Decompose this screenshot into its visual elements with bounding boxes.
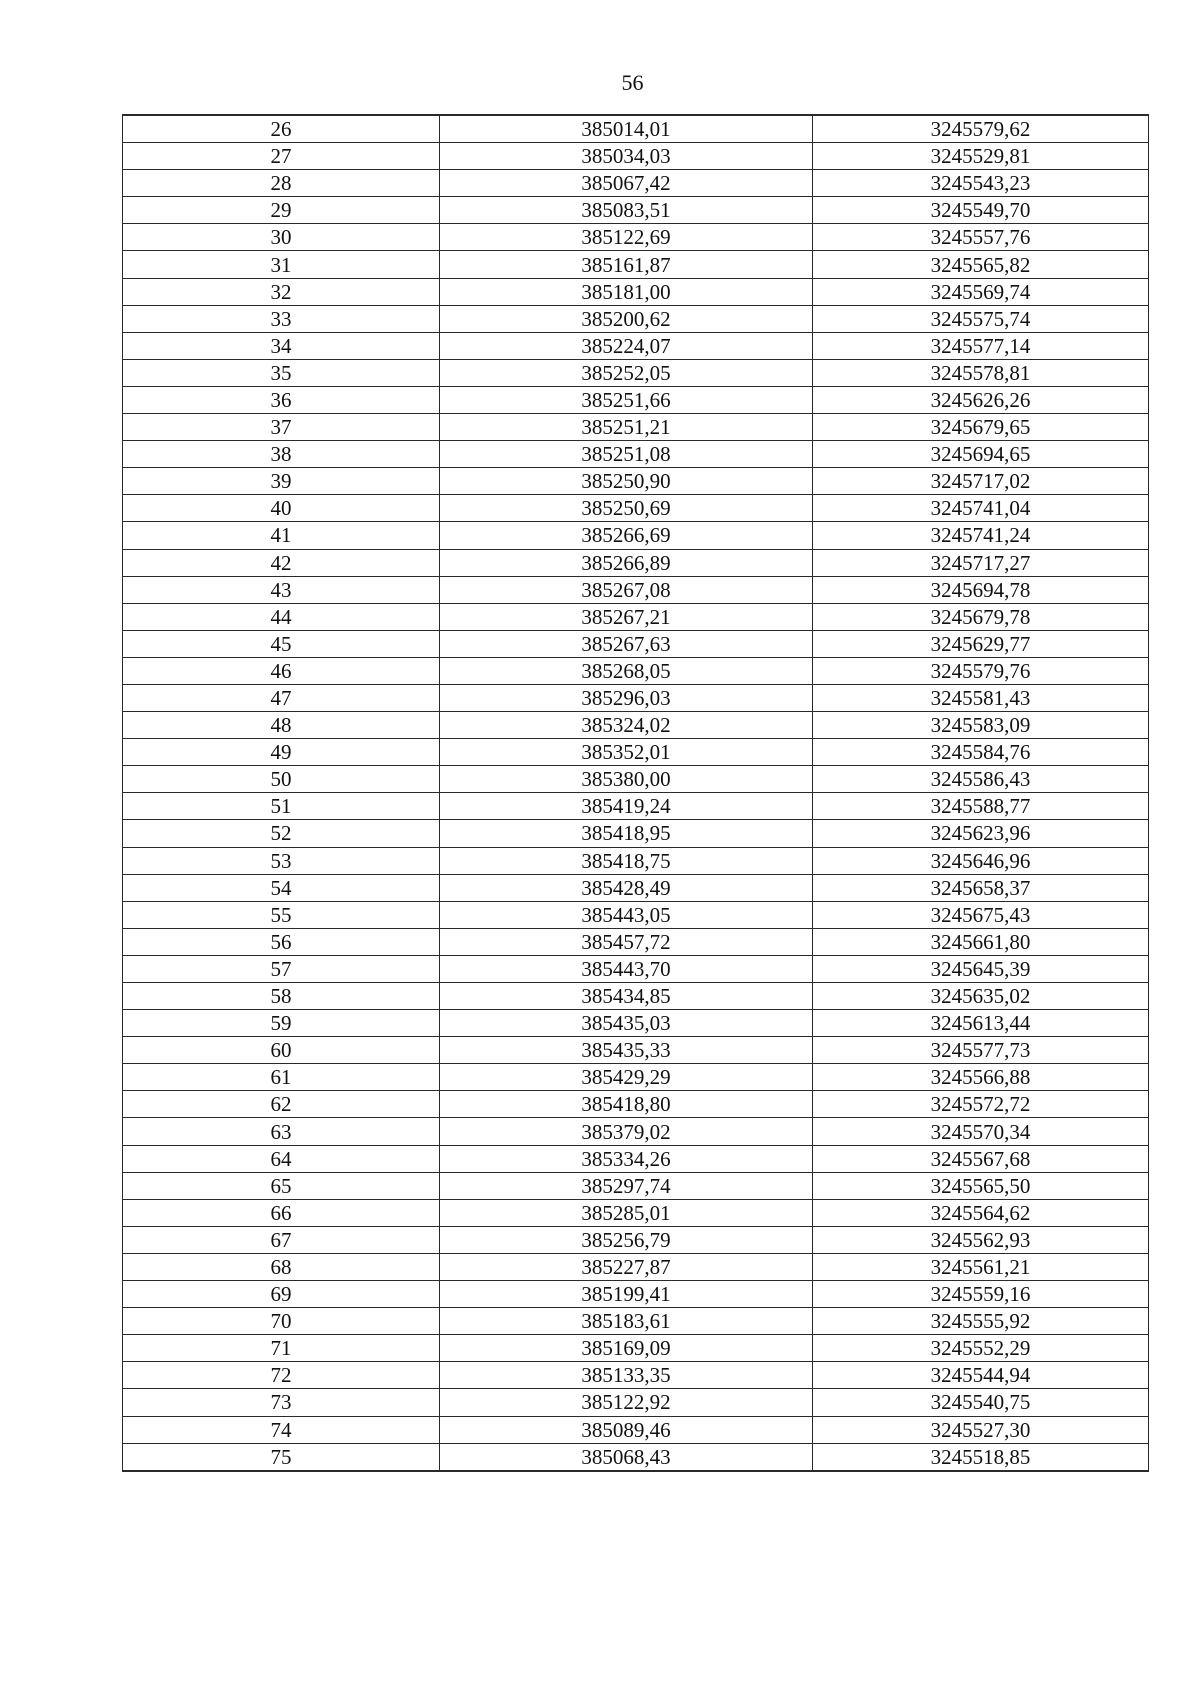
- x-coordinate-cell: 385250,90: [440, 468, 813, 495]
- point-number-cell: 28: [123, 170, 440, 197]
- point-number-cell: 31: [123, 251, 440, 278]
- table-row: [123, 820, 1149, 847]
- y-coordinate-cell: 3245540,75: [813, 1389, 1149, 1416]
- y-coordinate-cell: 3245544,94: [813, 1362, 1149, 1389]
- x-coordinate-cell: 385083,51: [440, 197, 813, 224]
- x-coordinate-cell: 385224,07: [440, 332, 813, 359]
- table-row: [123, 712, 1149, 739]
- y-coordinate-cell: 3245623,96: [813, 820, 1149, 847]
- point-number-cell: 65: [123, 1172, 440, 1199]
- y-coordinate-cell: 3245586,43: [813, 766, 1149, 793]
- point-number-cell: 69: [123, 1281, 440, 1308]
- point-number-cell: 37: [123, 414, 440, 441]
- y-coordinate-cell: 3245675,43: [813, 901, 1149, 928]
- point-number-cell: 62: [123, 1091, 440, 1118]
- y-coordinate-cell: 3245549,70: [813, 197, 1149, 224]
- point-number-cell: 55: [123, 901, 440, 928]
- y-coordinate-cell: 3245679,65: [813, 414, 1149, 441]
- point-number-cell: 50: [123, 766, 440, 793]
- x-coordinate-cell: 385122,69: [440, 224, 813, 251]
- point-number-cell: 33: [123, 305, 440, 332]
- point-number-cell: 48: [123, 712, 440, 739]
- point-number-cell: 59: [123, 1010, 440, 1037]
- x-coordinate-cell: 385418,80: [440, 1091, 813, 1118]
- table-row: [123, 414, 1149, 441]
- x-coordinate-cell: 385268,05: [440, 657, 813, 684]
- table-row: [123, 1091, 1149, 1118]
- table-row: [123, 386, 1149, 413]
- point-number-cell: 29: [123, 197, 440, 224]
- x-coordinate-cell: 385457,72: [440, 928, 813, 955]
- table-row: [123, 1335, 1149, 1362]
- y-coordinate-cell: 3245562,93: [813, 1226, 1149, 1253]
- point-number-cell: 51: [123, 793, 440, 820]
- table-row: [123, 739, 1149, 766]
- table-row: [123, 1253, 1149, 1280]
- table-row: [123, 224, 1149, 251]
- point-number-cell: 63: [123, 1118, 440, 1145]
- table-row: [123, 1416, 1149, 1443]
- y-coordinate-cell: 3245557,76: [813, 224, 1149, 251]
- point-number-cell: 68: [123, 1253, 440, 1280]
- table-row: [123, 603, 1149, 630]
- y-coordinate-cell: 3245583,09: [813, 712, 1149, 739]
- x-coordinate-cell: 385267,21: [440, 603, 813, 630]
- x-coordinate-cell: 385380,00: [440, 766, 813, 793]
- x-coordinate-cell: 385251,66: [440, 386, 813, 413]
- x-coordinate-cell: 385434,85: [440, 983, 813, 1010]
- x-coordinate-cell: 385428,49: [440, 874, 813, 901]
- table-row: [123, 576, 1149, 603]
- y-coordinate-cell: 3245569,74: [813, 278, 1149, 305]
- x-coordinate-cell: 385379,02: [440, 1118, 813, 1145]
- y-coordinate-cell: 3245626,26: [813, 386, 1149, 413]
- y-coordinate-cell: 3245613,44: [813, 1010, 1149, 1037]
- y-coordinate-cell: 3245694,65: [813, 441, 1149, 468]
- table-row: [123, 1362, 1149, 1389]
- table-row: [123, 928, 1149, 955]
- y-coordinate-cell: 3245646,96: [813, 847, 1149, 874]
- x-coordinate-cell: 385227,87: [440, 1253, 813, 1280]
- x-coordinate-cell: 385443,70: [440, 955, 813, 982]
- point-number-cell: 54: [123, 874, 440, 901]
- table-row: [123, 1443, 1149, 1471]
- y-coordinate-cell: 3245581,43: [813, 684, 1149, 711]
- x-coordinate-cell: 385418,95: [440, 820, 813, 847]
- x-coordinate-cell: 385181,00: [440, 278, 813, 305]
- y-coordinate-cell: 3245679,78: [813, 603, 1149, 630]
- x-coordinate-cell: 385435,03: [440, 1010, 813, 1037]
- point-number-cell: 67: [123, 1226, 440, 1253]
- point-number-cell: 49: [123, 739, 440, 766]
- point-number-cell: 35: [123, 359, 440, 386]
- table-row: [123, 170, 1149, 197]
- y-coordinate-cell: 3245584,76: [813, 739, 1149, 766]
- y-coordinate-cell: 3245579,76: [813, 657, 1149, 684]
- point-number-cell: 58: [123, 983, 440, 1010]
- y-coordinate-cell: 3245555,92: [813, 1308, 1149, 1335]
- point-number-cell: 53: [123, 847, 440, 874]
- table-row: [123, 1037, 1149, 1064]
- table-row: [123, 495, 1149, 522]
- y-coordinate-cell: 3245635,02: [813, 983, 1149, 1010]
- point-number-cell: 75: [123, 1443, 440, 1471]
- y-coordinate-cell: 3245661,80: [813, 928, 1149, 955]
- point-number-cell: 44: [123, 603, 440, 630]
- coordinates-table-body: [123, 115, 1149, 1471]
- y-coordinate-cell: 3245717,27: [813, 549, 1149, 576]
- table-row: [123, 793, 1149, 820]
- table-row: [123, 441, 1149, 468]
- table-row: [123, 874, 1149, 901]
- table-row: [123, 468, 1149, 495]
- table-row: [123, 955, 1149, 982]
- x-coordinate-cell: 385297,74: [440, 1172, 813, 1199]
- y-coordinate-cell: 3245552,29: [813, 1335, 1149, 1362]
- y-coordinate-cell: 3245741,04: [813, 495, 1149, 522]
- table-row: [123, 1064, 1149, 1091]
- point-number-cell: 43: [123, 576, 440, 603]
- x-coordinate-cell: 385183,61: [440, 1308, 813, 1335]
- point-number-cell: 73: [123, 1389, 440, 1416]
- point-number-cell: 72: [123, 1362, 440, 1389]
- table-row: [123, 332, 1149, 359]
- y-coordinate-cell: 3245578,81: [813, 359, 1149, 386]
- point-number-cell: 52: [123, 820, 440, 847]
- x-coordinate-cell: 385251,21: [440, 414, 813, 441]
- table-row: [123, 847, 1149, 874]
- table-row: [123, 251, 1149, 278]
- table-row: [123, 1172, 1149, 1199]
- table-row: [123, 143, 1149, 170]
- y-coordinate-cell: 3245645,39: [813, 955, 1149, 982]
- point-number-cell: 41: [123, 522, 440, 549]
- y-coordinate-cell: 3245567,68: [813, 1145, 1149, 1172]
- table-row: [123, 197, 1149, 224]
- point-number-cell: 26: [123, 115, 440, 143]
- x-coordinate-cell: 385267,08: [440, 576, 813, 603]
- x-coordinate-cell: 385296,03: [440, 684, 813, 711]
- x-coordinate-cell: 385169,09: [440, 1335, 813, 1362]
- table-row: [123, 1308, 1149, 1335]
- x-coordinate-cell: 385418,75: [440, 847, 813, 874]
- x-coordinate-cell: 385266,89: [440, 549, 813, 576]
- point-number-cell: 46: [123, 657, 440, 684]
- table-row: [123, 1199, 1149, 1226]
- y-coordinate-cell: 3245566,88: [813, 1064, 1149, 1091]
- point-number-cell: 45: [123, 630, 440, 657]
- point-number-cell: 47: [123, 684, 440, 711]
- table-row: [123, 115, 1149, 143]
- table-row: [123, 278, 1149, 305]
- x-coordinate-cell: 385034,03: [440, 143, 813, 170]
- table-row: [123, 1010, 1149, 1037]
- point-number-cell: 66: [123, 1199, 440, 1226]
- table-row: [123, 305, 1149, 332]
- y-coordinate-cell: 3245588,77: [813, 793, 1149, 820]
- y-coordinate-cell: 3245629,77: [813, 630, 1149, 657]
- point-number-cell: 60: [123, 1037, 440, 1064]
- x-coordinate-cell: 385133,35: [440, 1362, 813, 1389]
- y-coordinate-cell: 3245529,81: [813, 143, 1149, 170]
- x-coordinate-cell: 385285,01: [440, 1199, 813, 1226]
- y-coordinate-cell: 3245717,02: [813, 468, 1149, 495]
- y-coordinate-cell: 3245527,30: [813, 1416, 1149, 1443]
- point-number-cell: 40: [123, 495, 440, 522]
- y-coordinate-cell: 3245579,62: [813, 115, 1149, 143]
- point-number-cell: 42: [123, 549, 440, 576]
- x-coordinate-cell: 385352,01: [440, 739, 813, 766]
- y-coordinate-cell: 3245565,50: [813, 1172, 1149, 1199]
- table-row: [123, 630, 1149, 657]
- x-coordinate-cell: 385419,24: [440, 793, 813, 820]
- point-number-cell: 70: [123, 1308, 440, 1335]
- table-row: [123, 1145, 1149, 1172]
- x-coordinate-cell: 385161,87: [440, 251, 813, 278]
- point-number-cell: 56: [123, 928, 440, 955]
- table-row: [123, 1118, 1149, 1145]
- point-number-cell: 36: [123, 386, 440, 413]
- x-coordinate-cell: 385266,69: [440, 522, 813, 549]
- table-row: [123, 1226, 1149, 1253]
- x-coordinate-cell: 385256,79: [440, 1226, 813, 1253]
- y-coordinate-cell: 3245658,37: [813, 874, 1149, 901]
- x-coordinate-cell: 385334,26: [440, 1145, 813, 1172]
- table-row: [123, 657, 1149, 684]
- table-row: [123, 901, 1149, 928]
- y-coordinate-cell: 3245577,14: [813, 332, 1149, 359]
- point-number-cell: 74: [123, 1416, 440, 1443]
- table-row: [123, 983, 1149, 1010]
- point-number-cell: 57: [123, 955, 440, 982]
- x-coordinate-cell: 385068,43: [440, 1443, 813, 1471]
- x-coordinate-cell: 385443,05: [440, 901, 813, 928]
- y-coordinate-cell: 3245570,34: [813, 1118, 1149, 1145]
- x-coordinate-cell: 385429,29: [440, 1064, 813, 1091]
- table-row: [123, 522, 1149, 549]
- x-coordinate-cell: 385200,62: [440, 305, 813, 332]
- y-coordinate-cell: 3245565,82: [813, 251, 1149, 278]
- y-coordinate-cell: 3245543,23: [813, 170, 1149, 197]
- x-coordinate-cell: 385252,05: [440, 359, 813, 386]
- point-number-cell: 39: [123, 468, 440, 495]
- x-coordinate-cell: 385089,46: [440, 1416, 813, 1443]
- point-number-cell: 64: [123, 1145, 440, 1172]
- point-number-cell: 34: [123, 332, 440, 359]
- x-coordinate-cell: 385122,92: [440, 1389, 813, 1416]
- x-coordinate-cell: 385014,01: [440, 115, 813, 143]
- y-coordinate-cell: 3245559,16: [813, 1281, 1149, 1308]
- point-number-cell: 32: [123, 278, 440, 305]
- table-row: [123, 766, 1149, 793]
- table-row: [123, 549, 1149, 576]
- point-number-cell: 38: [123, 441, 440, 468]
- y-coordinate-cell: 3245564,62: [813, 1199, 1149, 1226]
- y-coordinate-cell: 3245561,21: [813, 1253, 1149, 1280]
- x-coordinate-cell: 385324,02: [440, 712, 813, 739]
- point-number-cell: 27: [123, 143, 440, 170]
- x-coordinate-cell: 385267,63: [440, 630, 813, 657]
- x-coordinate-cell: 385067,42: [440, 170, 813, 197]
- table-row: [123, 1389, 1149, 1416]
- point-number-cell: 71: [123, 1335, 440, 1362]
- table-row: [123, 359, 1149, 386]
- table-row: [123, 1281, 1149, 1308]
- x-coordinate-cell: 385435,33: [440, 1037, 813, 1064]
- x-coordinate-cell: 385250,69: [440, 495, 813, 522]
- y-coordinate-cell: 3245575,74: [813, 305, 1149, 332]
- coordinates-table: [122, 114, 1149, 1472]
- point-number-cell: 30: [123, 224, 440, 251]
- y-coordinate-cell: 3245741,24: [813, 522, 1149, 549]
- y-coordinate-cell: 3245518,85: [813, 1443, 1149, 1471]
- y-coordinate-cell: 3245572,72: [813, 1091, 1149, 1118]
- y-coordinate-cell: 3245577,73: [813, 1037, 1149, 1064]
- x-coordinate-cell: 385251,08: [440, 441, 813, 468]
- y-coordinate-cell: 3245694,78: [813, 576, 1149, 603]
- x-coordinate-cell: 385199,41: [440, 1281, 813, 1308]
- point-number-cell: 61: [123, 1064, 440, 1091]
- table-row: [123, 684, 1149, 711]
- page-number: 56: [621, 70, 644, 95]
